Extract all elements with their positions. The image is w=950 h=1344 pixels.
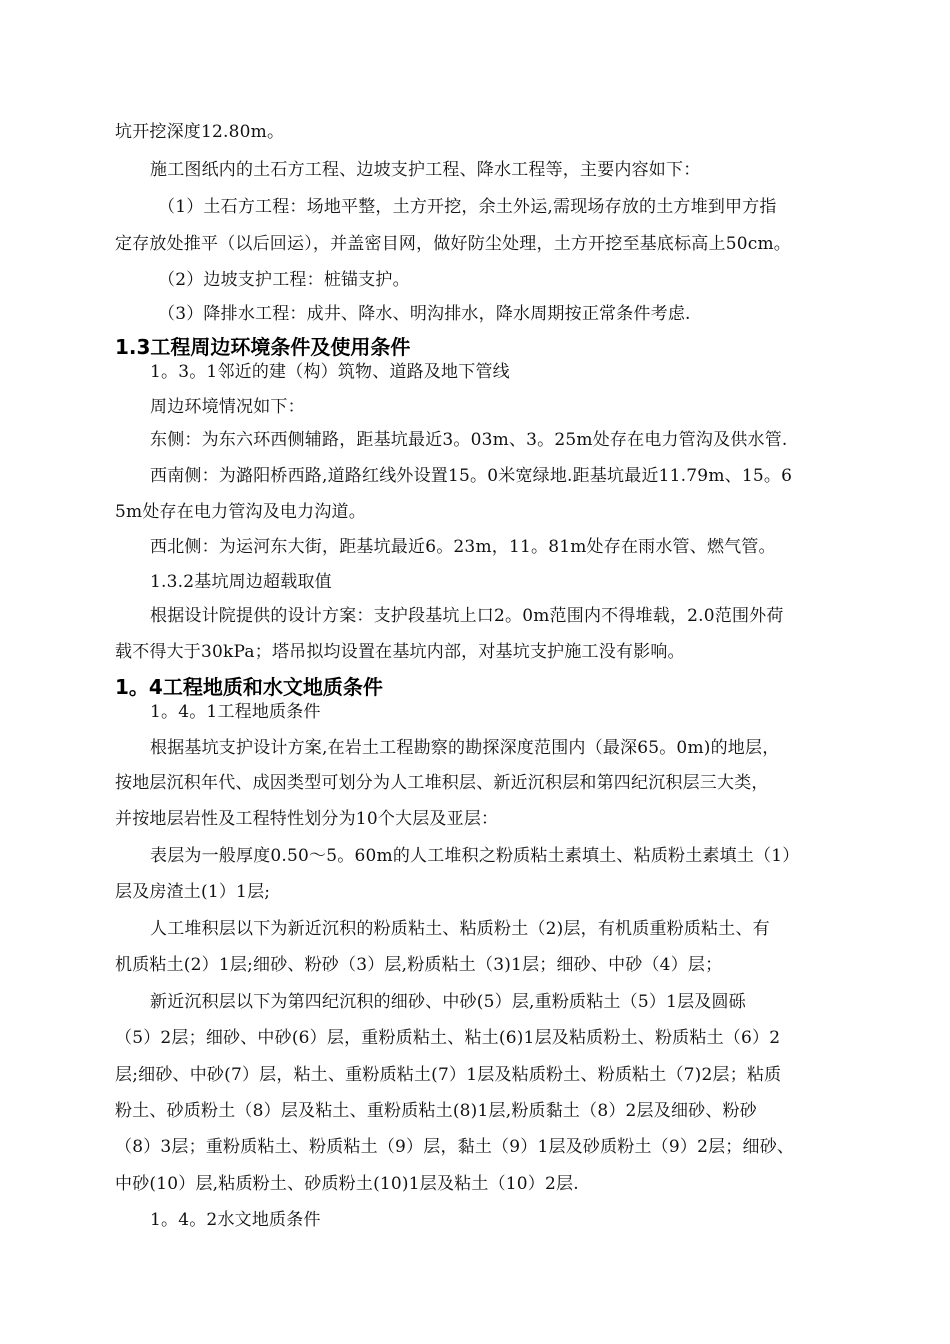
paragraph-line: 中砂(10）层,粘质粉土、砂质粉土(10)1层及粘土（10）2层.	[115, 1174, 579, 1194]
paragraph-line: 坑开挖深度12.80m。	[115, 122, 285, 142]
list-item-slope-support: （2）边坡支护工程：桩锚支护。	[158, 270, 410, 290]
paragraph-line: 新近沉积层以下为第四纪沉积的细砂、中砂(5）层,重粉质粘土（5）1层及圆砾	[150, 992, 746, 1012]
paragraph-line: （5）2层；细砂、中砂(6）层，重粉质粘土、粘土(6)1层及粘质粉土、粉质粘土（6）2	[115, 1028, 781, 1048]
paragraph-line: 东侧：为东六环西侧辅路，距基坑最近3。03m、3。25m处存在电力管沟及供水管.	[150, 430, 788, 450]
paragraph-line: 周边环境情况如下：	[150, 397, 305, 417]
paragraph-line: 根据基坑支护设计方案,在岩土工程勘察的勘探深度范围内（最深65。0m)的地层，	[150, 738, 780, 758]
paragraph-line: 人工堆积层以下为新近沉积的粉质粘土、粘质粉土（2)层，有机质重粉质粘土、有	[150, 919, 770, 939]
paragraph-line: 粉土、砂质粉土（8）层及粘土、重粉质粘土(8)1层,粉质黏土（8）2层及细砂、粉砂	[115, 1101, 757, 1121]
paragraph-line: （8）3层；重粉质粘土、粉质粘土（9）层，黏土（9）1层及砂质粉土（9）2层；细砂、	[115, 1137, 795, 1157]
paragraph-line: 按地层沉积年代、成因类型可划分为人工堆积层、新近沉积层和第四纪沉积层三大类，	[115, 773, 769, 793]
subsection-heading-1-3-2: 1.3.2基坑周边超载取值	[150, 572, 332, 592]
section-heading-1-3: 1.3工程周边环境条件及使用条件	[115, 335, 411, 359]
paragraph-line: 层及房渣土(1）1层;	[115, 882, 271, 902]
list-item-dewatering: （3）降排水工程：成井、降水、明沟排水，降水周期按正常条件考虑.	[158, 304, 691, 324]
section-heading-1-4: 1。4工程地质和水文地质条件	[115, 675, 383, 699]
paragraph-line: 施工图纸内的土石方工程、边坡支护工程、降水工程等，主要内容如下：	[150, 160, 701, 180]
paragraph-line: 定存放处推平（以后回运），并盖密目网，做好防尘处理，土方开挖至基底标高上50cm。	[115, 234, 791, 254]
paragraph-line: 层;细砂、中砂(7）层，粘土、重粉质粘土(7）1层及粘质粉土、粉质粘土（7)2层；粘质	[115, 1065, 782, 1085]
paragraph-line: 根据设计院提供的设计方案：支护段基坑上口2。0m范围内不得堆载，2.0范围外荷	[150, 606, 784, 626]
paragraph-line: 5m处存在电力管沟及电力沟道。	[115, 502, 366, 522]
paragraph-line: 西北侧：为运河东大街，距基坑最近6。23m，11。81m处存在雨水管、燃气管。	[150, 537, 776, 557]
list-item-earthwork: （1）土石方工程：场地平整，土方开挖，余土外运,需现场存放的土方堆到甲方指	[158, 197, 777, 217]
paragraph-line: 机质粘土(2）1层;细砂、粉砂（3）层,粉质粘土（3)1层；细砂、中砂（4）层；	[115, 955, 723, 975]
paragraph-line: 载不得大于30kPa；塔吊拟均设置在基坑内部，对基坑支护施工没有影响。	[115, 642, 685, 662]
paragraph-line: 表层为一般厚度0.50～5。60m的人工堆积之粉质粘土素填土、粘质粉土素填土（1）	[150, 846, 800, 866]
subsection-heading-1-3-1: 1。3。1邻近的建（构）筑物、道路及地下管线	[150, 362, 510, 382]
subsection-heading-1-4-1: 1。4。1工程地质条件	[150, 702, 321, 722]
paragraph-line: 并按地层岩性及工程特性划分为10个大层及亚层：	[115, 809, 499, 829]
subsection-heading-1-4-2: 1。4。2水文地质条件	[150, 1210, 321, 1230]
paragraph-line: 西南侧：为潞阳桥西路,道路红线外设置15。0米宽绿地.距基坑最近11.79m、15。6	[150, 466, 793, 486]
